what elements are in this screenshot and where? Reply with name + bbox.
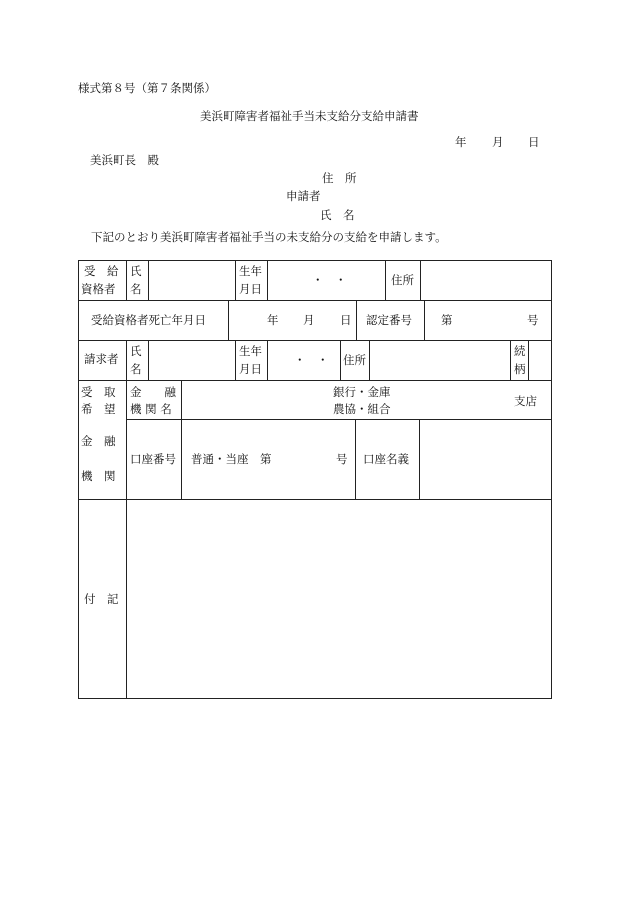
cell-divider xyxy=(420,260,421,300)
branch-label: 支店 xyxy=(514,394,537,408)
eligible-person-header-line2: 資格者 xyxy=(81,282,116,296)
cell-divider xyxy=(419,419,420,499)
cell-divider xyxy=(126,340,127,380)
row-divider xyxy=(78,340,552,341)
death-year-label: 年 xyxy=(267,313,279,327)
notes-label: 付 記 xyxy=(84,592,119,606)
certification-go-label: 号 xyxy=(527,313,539,327)
cell-divider xyxy=(126,260,127,300)
relationship-label-char1: 続 xyxy=(514,344,526,358)
birthdate-separators: ・ ・ xyxy=(312,273,347,287)
applicant-address-label: 住 所 xyxy=(322,171,357,185)
form-number: 様式第８号（第７条関係） xyxy=(78,81,216,95)
bank-type-line1: 銀行・金庫 xyxy=(333,385,391,399)
certification-dai-label: 第 xyxy=(441,313,453,327)
birthdate-label-line1: 生年 xyxy=(239,264,262,278)
certification-number-label: 認定番号 xyxy=(366,313,412,327)
bank-section-label-line3: 金 融 xyxy=(81,434,116,448)
death-day-label: 日 xyxy=(340,313,352,327)
cell-divider xyxy=(148,260,149,300)
name-label-char1: 氏 xyxy=(130,264,142,278)
addressee: 美浜町長 殿 xyxy=(90,153,159,167)
claimant-birthdate-line1: 生年 xyxy=(239,344,262,358)
birthdate-label-line2: 月日 xyxy=(239,282,262,296)
cell-divider xyxy=(181,419,182,499)
death-date-label: 受給資格者死亡年月日 xyxy=(91,313,206,327)
bank-type-line2: 農協・組合 xyxy=(333,402,391,416)
institution-name-label-line2: 機 関 名 xyxy=(130,402,172,416)
death-month-label: 月 xyxy=(303,313,315,327)
cell-divider xyxy=(267,260,268,300)
cell-divider xyxy=(528,340,529,380)
claimant-address-label: 住所 xyxy=(343,353,366,367)
date-year-label: 年 xyxy=(455,135,467,149)
relationship-label-char2: 柄 xyxy=(514,362,526,376)
cell-divider xyxy=(424,300,425,340)
cell-divider xyxy=(235,340,236,380)
eligible-person-header-line1: 受 給 xyxy=(84,264,119,278)
form-title: 美浜町障害者福祉手当未支給分支給申請書 xyxy=(200,109,419,123)
cell-divider xyxy=(126,380,127,699)
applicant-name-label: 氏 名 xyxy=(320,208,355,222)
claimant-label: 請求者 xyxy=(84,352,119,366)
account-number-label: 口座番号 xyxy=(130,452,176,466)
cell-divider xyxy=(340,340,341,380)
account-go-label: 号 xyxy=(336,452,348,466)
account-holder-label: 口座名義 xyxy=(363,452,409,466)
address-label: 住所 xyxy=(391,273,414,287)
claimant-birthdate-separators: ・ ・ xyxy=(294,353,329,367)
date-month-label: 月 xyxy=(492,135,504,149)
claimant-name-char2: 名 xyxy=(130,362,142,376)
cell-divider xyxy=(228,300,229,340)
row-divider xyxy=(126,419,552,420)
cell-divider xyxy=(385,260,386,300)
bank-section-label-line2: 希 望 xyxy=(81,402,116,416)
applicant-label: 申請者 xyxy=(286,189,321,203)
claimant-birthdate-line2: 月日 xyxy=(239,362,262,376)
name-label-char2: 名 xyxy=(130,282,142,296)
cell-divider xyxy=(356,300,357,340)
row-divider xyxy=(78,499,552,500)
cell-divider xyxy=(235,260,236,300)
cell-divider xyxy=(510,340,511,380)
bank-section-label-line4: 機 関 xyxy=(81,469,116,483)
cell-divider xyxy=(355,419,356,499)
statement-text: 下記のとおり美浜町障害者福祉手当の未支給分の支給を申請します。 xyxy=(91,230,447,244)
account-type-label: 普通・当座 第 xyxy=(191,452,272,466)
cell-divider xyxy=(369,340,370,380)
bank-section-label-line1: 受 取 xyxy=(81,385,116,399)
institution-name-label-line1: 金 融 xyxy=(130,385,176,399)
date-day-label: 日 xyxy=(528,135,540,149)
row-divider xyxy=(78,380,552,381)
row-divider xyxy=(78,300,552,301)
cell-divider xyxy=(181,380,182,419)
cell-divider xyxy=(267,340,268,380)
claimant-name-char1: 氏 xyxy=(130,344,142,358)
cell-divider xyxy=(148,340,149,380)
